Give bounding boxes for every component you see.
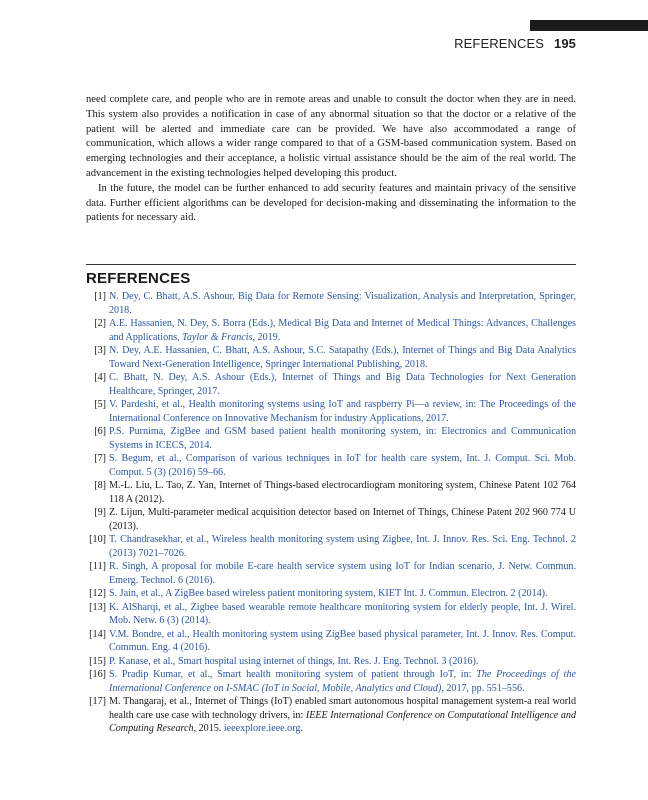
header-bar: [530, 20, 648, 31]
reference-number: [15]: [89, 655, 106, 667]
reference-italic-title: IEEE International Conference on Computational Intelligence and Computing Research: [109, 709, 576, 734]
reference-text[interactable]: N. Dey, A.E. Hassanien, C. Bhatt, A.S. Ashour, S.C. Satapathy (Eds.), Internet of Things and Big Data Analytics Toward Next-Generation Intelligence, Springer International Publishing, 2018.: [109, 345, 576, 370]
reference-suffix: , 2017, pp. 551–556.: [441, 682, 525, 694]
reference-number: [11]: [89, 561, 106, 572]
reference-number: [17]: [89, 696, 106, 707]
reference-text: Z. Lijun, Multi-parameter medical acquisition detector based on Internet of Things, Chinese Patent 202 960 774 U (2013).: [109, 507, 576, 532]
reference-text[interactable]: S. Begum, et al., Comparison of various techniques in IoT for health care system, Int. J. Comput. Sci. Mob. Comput. 5 (3) (2016) 59–66.: [109, 453, 576, 478]
reference-item: [86, 668, 576, 695]
reference-text[interactable]: R. Singh, A proposal for mobile E-care health service system using IoT for Indian scenario, J. Netw. Commun. Emerg. Technol. 6 (2016).: [109, 561, 576, 586]
reference-text[interactable]: A.E. Hassanien, N. Dey, S. Borra (Eds.), Medical Big Data and Internet of Medical Things: Advances, Challenges and Applications,: [109, 318, 576, 343]
reference-item: [86, 479, 576, 506]
reference-number: [9]: [94, 507, 106, 518]
references-heading: REFERENCES: [86, 270, 191, 287]
reference-number: [14]: [89, 628, 106, 640]
reference-item: [86, 628, 576, 655]
reference-item: [86, 344, 576, 371]
reference-text[interactable]: S. Jain, et al., A ZigBee based wireless patient monitoring system, KIET Int. J. Commun. Electron. 2 (2014).: [109, 588, 548, 599]
reference-text: M. Thangaraj, et al., Internet of Things (IoT) enabled smart autonomous hospital management system-a real world health care use case with technology drivers, in:: [109, 696, 576, 721]
reference-url-link[interactable]: ieeexplore.ieee.org: [223, 723, 301, 734]
reference-text[interactable]: P. Kanase, et al., Smart hospital using internet of things, Int. Res. J. Eng. Technol. 3 (2016).: [109, 655, 479, 667]
reference-italic-title: The Proceedings of the International Conference on I-SMAC (IoT in Social, Mobile, Analytics and Cloud): [109, 669, 576, 694]
reference-item: [86, 533, 576, 560]
reference-text[interactable]: V. Pardeshi, et al., Health monitoring systems using IoT and raspberry Pi—a review, in: The Proceedings of the International Conference on Innovative Mechanism for industry Applications, 2017.: [109, 399, 576, 424]
reference-item: [86, 655, 576, 669]
reference-item: [86, 601, 576, 628]
reference-number: [10]: [89, 534, 106, 545]
reference-suffix: , 2019.: [252, 331, 281, 343]
reference-number: [16]: [89, 669, 106, 680]
reference-item: [86, 506, 576, 533]
reference-item: [86, 425, 576, 452]
section-divider: [86, 264, 576, 265]
paragraph: In the future, the model can be further enhanced to add security features and maintain privacy of the sensitive data. Further efficient algorithms can be developed for decision-making and disseminating the information to the patients for necessary aid.: [86, 182, 576, 224]
reference-item: [86, 452, 576, 479]
reference-number: [1]: [94, 291, 106, 302]
reference-text[interactable]: T. Chandrasekhar, et al., Wireless health monitoring system using Zigbee, Int. J. Innov. Res. Sci. Eng. Technol. 2 (2013) 7021–7026.: [109, 534, 576, 559]
page-number: 195: [554, 36, 576, 51]
reference-suffix: , 2015.: [193, 723, 224, 734]
reference-item: [86, 317, 576, 344]
reference-item: [86, 290, 576, 317]
reference-number: [4]: [94, 372, 106, 383]
reference-text[interactable]: N. Dey, C. Bhatt, A.S. Ashour, Big Data for Remote Sensing: Visualization, Analysis and Interpretation, Springer, 2018.: [109, 291, 576, 316]
reference-item: [86, 695, 576, 736]
body-text: [86, 93, 576, 226]
reference-number: [7]: [94, 453, 106, 464]
reference-number: [6]: [94, 426, 106, 437]
paragraph: need complete care, and people who are in remote areas and unable to consult the doctor when they are in need. This system also provides a notification in case of any abnormal situation so that the doctor or a relative of the patient will be alerted and immediate care can be provided. We have also accommodated a range of communication, which allows a wider range compared to that of a GSM-based communication system. Based on emerging technologies and their acceptance, a holistic virtual assistance should be the aim of the real world. The advancement in the existing technologies helped developing this product.: [86, 94, 576, 179]
reference-text[interactable]: K. AlSharqi, et al., Zigbee based wearable remote healthcare monitoring system for elderly people, Int. J. Wirel. Mob. Netw. 6 (3) (2014).: [109, 601, 576, 626]
reference-item: [86, 371, 576, 398]
reference-item: [86, 398, 576, 425]
reference-list: [86, 290, 576, 736]
section-title: REFERENCES: [454, 36, 544, 51]
reference-text[interactable]: V.M. Bondre, et al., Health monitoring system using ZigBee based physical parameter, Int. J. Innov. Res. Comput. Commun. Eng. 4 (2016).: [109, 628, 576, 653]
reference-item: [86, 560, 576, 587]
reference-number: [13]: [89, 601, 106, 613]
reference-text: M.-L. Liu, L. Tao, Z. Yan, Internet of Things-based electrocardiogram monitoring system, Chinese Patent 102 764 118 A (2012).: [109, 480, 576, 505]
reference-number: [8]: [94, 480, 106, 491]
reference-text[interactable]: P.S. Purnima, ZigBee and GSM based patient health monitoring system, in: Electronics and Communication Systems in ICECS, 2014.: [109, 426, 576, 451]
reference-number: [12]: [89, 588, 106, 599]
reference-text[interactable]: C. Bhatt, N. Dey, A.S. Ashour (Eds.), Internet of Things and Big Data Technologies for Next Generation Healthcare, Springer, 2017.: [109, 372, 576, 397]
reference-number: [5]: [94, 399, 106, 410]
running-header: [454, 36, 576, 51]
reference-end: .: [300, 723, 303, 734]
reference-italic-title: Taylor & Francis: [182, 331, 253, 343]
reference-text[interactable]: S. Pradip Kumar, et al., Smart health monitoring system of patient through IoT, in:: [109, 669, 477, 680]
reference-number: [3]: [94, 345, 106, 356]
reference-item: [86, 587, 576, 601]
reference-number: [2]: [94, 318, 106, 329]
